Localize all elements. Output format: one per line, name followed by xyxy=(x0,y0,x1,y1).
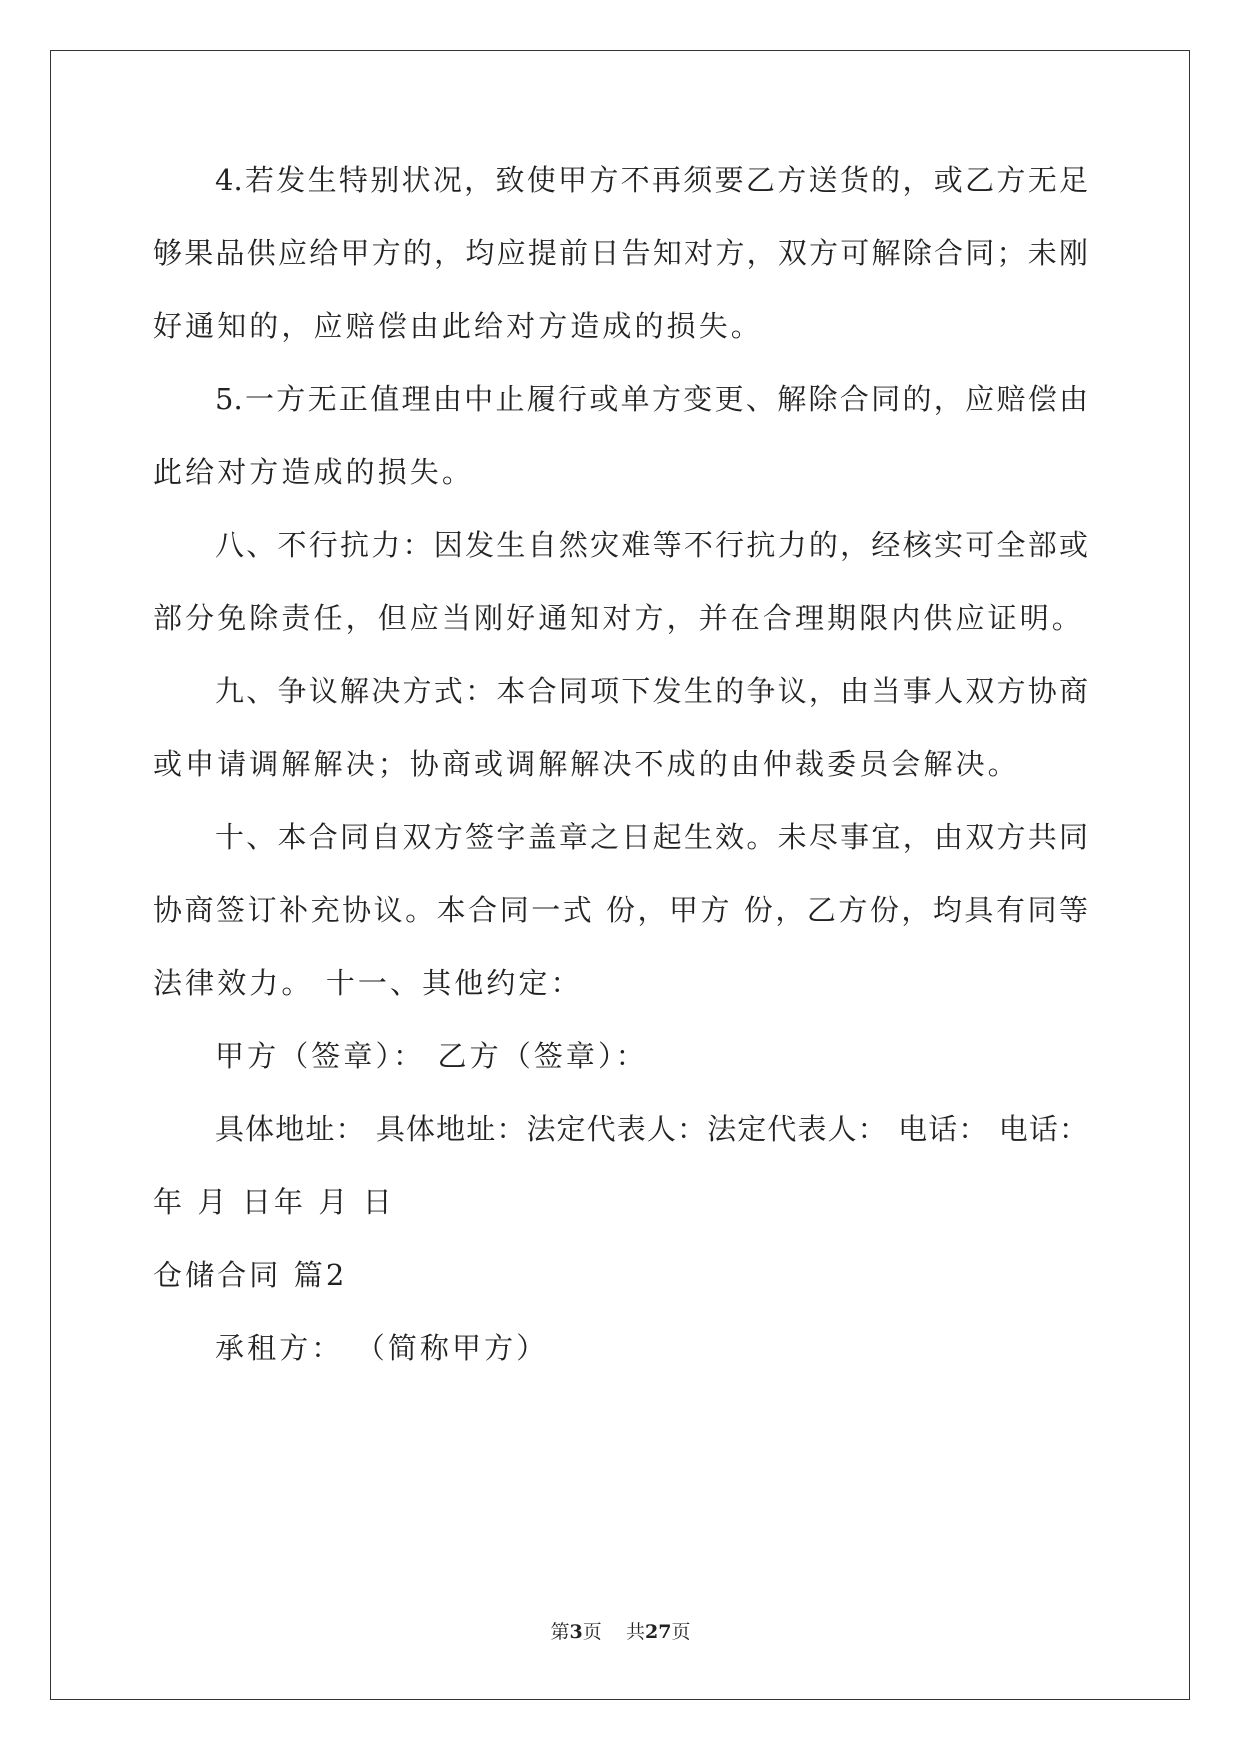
paragraph-line: 4.若发生特别状况，致使甲方不再须要乙方送货的，或乙方无足 xyxy=(215,163,1088,197)
page-current: 3 xyxy=(569,1621,583,1643)
total-prefix: 共 xyxy=(625,1621,645,1643)
page-border xyxy=(50,50,1190,1700)
page-suffix: 页 xyxy=(582,1621,602,1643)
page-footer xyxy=(0,1620,1241,1644)
paragraph-line: 法律效力。 十一、其他约定： xyxy=(153,966,583,1000)
paragraph-line: 九、争议解决方式：本合同项下发生的争议，由当事人双方协商 xyxy=(215,674,1088,708)
paragraph-line: 5.一方无正值理由中止履行或单方变更、解除合同的，应赔偿由 xyxy=(215,382,1088,416)
paragraph-line: 此给对方造成的损失。 xyxy=(153,455,475,489)
paragraph-line: 或申请调解解决；协商或调解解决不成的由仲裁委员会解决。 xyxy=(153,747,1020,781)
paragraph-line: 协商签订补充协议。本合同一式 份，甲方 份，乙方份，均具有同等 xyxy=(153,893,1088,927)
signature-line: 甲方（签章）： 乙方（签章）： xyxy=(215,1039,648,1073)
page-prefix: 第 xyxy=(550,1621,570,1643)
address-line: 具体地址： 具体地址：法定代表人：法定代表人： 电话： 电话： xyxy=(215,1112,1088,1146)
paragraph-line: 八、不行抗力：因发生自然灾难等不行抗力的，经核实可全部或 xyxy=(215,528,1088,562)
paragraph-line: 承租方： （简称甲方） xyxy=(215,1331,549,1365)
page-total: 27 xyxy=(644,1621,672,1643)
paragraph-line: 十、本合同自双方签字盖章之日起生效。未尽事宜，由双方共同 xyxy=(215,820,1088,854)
total-suffix: 页 xyxy=(671,1621,691,1643)
section-heading: 仓储合同 篇2 xyxy=(153,1258,348,1292)
paragraph-line: 够果品供应给甲方的，均应提前日告知对方，双方可解除合同；未刚 xyxy=(153,236,1088,270)
paragraph-line: 好通知的，应赔偿由此给对方造成的损失。 xyxy=(153,309,763,343)
paragraph-line: 部分免除责任，但应当刚好通知对方，并在合理期限内供应证明。 xyxy=(153,601,1084,635)
date-line: 年 月 日年 月 日 xyxy=(153,1185,395,1219)
